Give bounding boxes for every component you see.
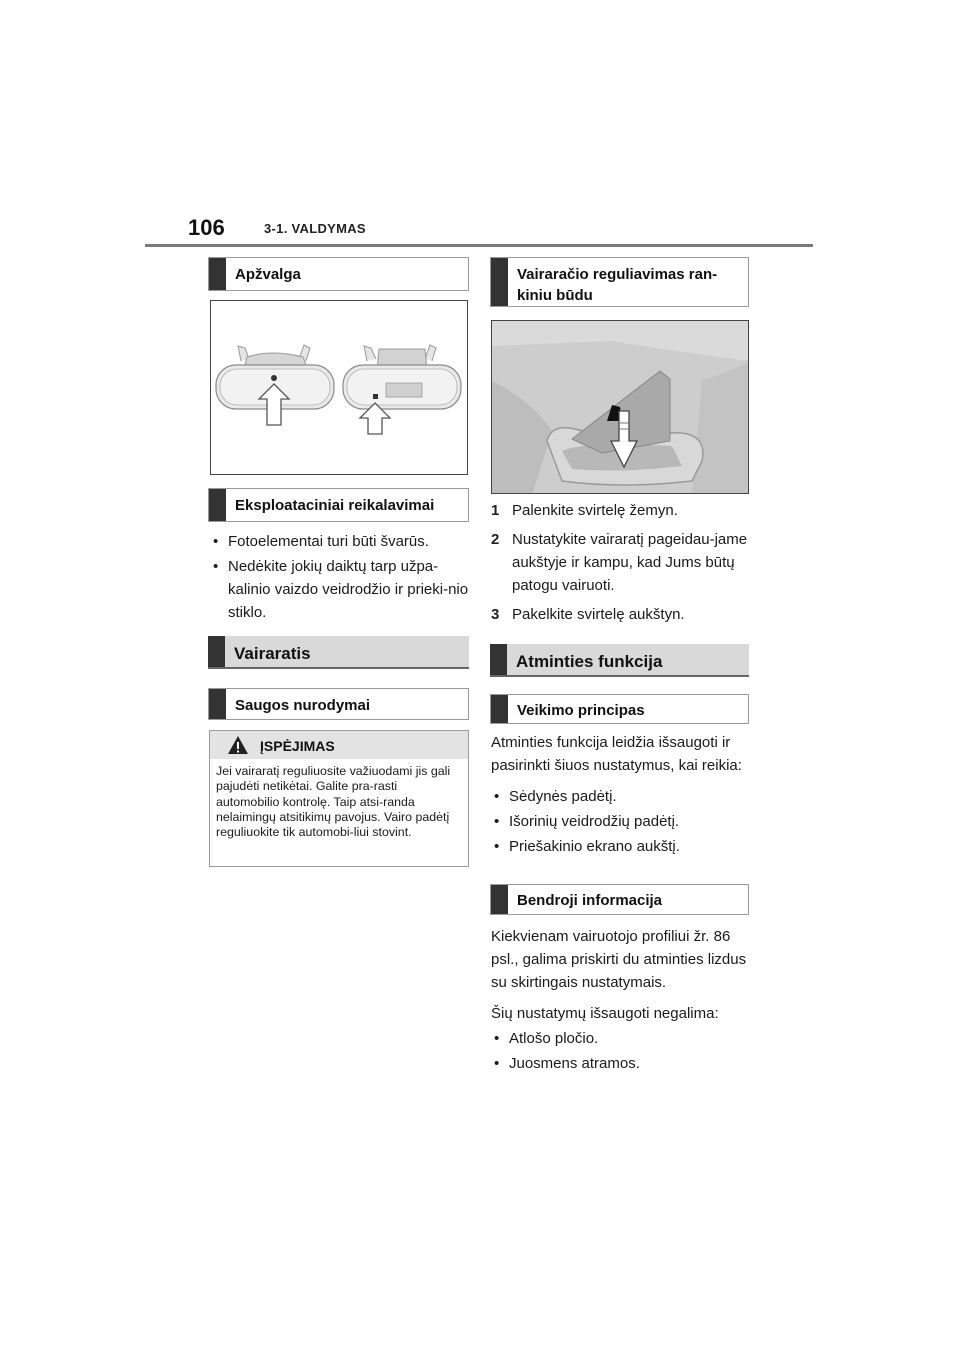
heading-bar [209,258,226,290]
general-info-text: Šių nustatymų išsaugoti negalima: [491,1005,719,1022]
heading-bar [491,258,508,306]
heading-bar [209,689,226,719]
list-item: • Nedėkite jokių daiktų tarp užpa-kalinio vaizdo veidrodžio ir prieki-nio stiklo. [213,558,469,621]
list-item: • Juosmens atramos. [494,1055,640,1072]
manual-adjust-heading-text: Vairaračio reguliavimas ran-kiniu būdu [517,266,718,304]
heading-bar [490,644,507,675]
page-number: 106 [188,215,225,240]
principle-heading [490,694,749,724]
list-item: • Priešakinio ekrano aukštį. [494,838,680,855]
heading-bar [491,695,508,723]
general-info-heading [490,884,749,915]
requirements-heading-text: Eksploataciniai reikalavimai [235,497,435,514]
list-item: • Sėdynės padėtį. [494,788,617,805]
mirror-drawing [211,301,468,475]
general-info-heading-text: Bendroji informacija [517,892,663,909]
heading-bar [208,636,225,667]
warning-icon [227,734,249,756]
steering-lever-drawing [492,321,749,494]
warning-title: ĮSPĖJIMAS [260,738,335,754]
list-item: • Atlošo pločio. [494,1030,599,1047]
header-divider [145,244,813,247]
steering-wheel-heading-text: Vairaratis [234,644,311,663]
requirements-list [210,530,472,626]
warning-text: Jei vairaratį reguliuosite važiuodami jis gali pajudėti netikėtai. Galite pra-rasti automobilio kontrolę. Taip atsi-randa nelaimingų atsitikimų pavojus. Vairo padėtį reguliuokite tik automobi-liui stovint. [216,764,451,840]
manual-adjust-heading [490,257,749,307]
mirror-illustration [210,300,468,475]
safety-heading [208,688,469,720]
memory-heading [490,644,749,677]
memory-heading-text: Atminties funkcija [516,652,663,671]
section-title: 3-1. VALDYMAS [264,221,366,236]
step-item: 3 Pakelkite svirtelę aukštyn. [491,606,685,623]
general-info-text: Kiekvienam vairuotojo profiliui žr. 86 psl., galima priskirti du atminties lizdus su skirtingais nustatymais. [491,928,747,991]
principle-intro: Atminties funkcija leidžia išsaugoti ir pasirinkti šiuos nustatymus, kai reikia: [491,734,742,774]
safety-heading-text: Saugos nurodymai [235,697,371,714]
step-item: 2 Nustatykite vairaratį pageidau-jame aukštyje ir kampu, kad Jums būtų patogu vairuoti. [491,531,748,594]
adjust-steps [491,499,753,632]
requirements-heading [208,488,469,522]
overview-heading-text: Apžvalga [235,266,301,283]
principle-heading-text: Veikimo principas [517,702,645,719]
list-item: • Fotoelementai turi būti švarūs. [213,533,429,550]
general-info-section [491,925,753,1077]
principle-section [491,731,753,860]
step-item: 1 Palenkite svirtelę žemyn. [491,502,678,519]
warning-box [209,730,469,867]
steering-lever-illustration [491,320,749,494]
heading-bar [491,885,508,914]
heading-bar [209,489,226,521]
steering-wheel-heading [208,636,469,669]
list-item: • Išorinių veidrodžių padėtį. [494,813,680,830]
overview-heading [208,257,469,291]
